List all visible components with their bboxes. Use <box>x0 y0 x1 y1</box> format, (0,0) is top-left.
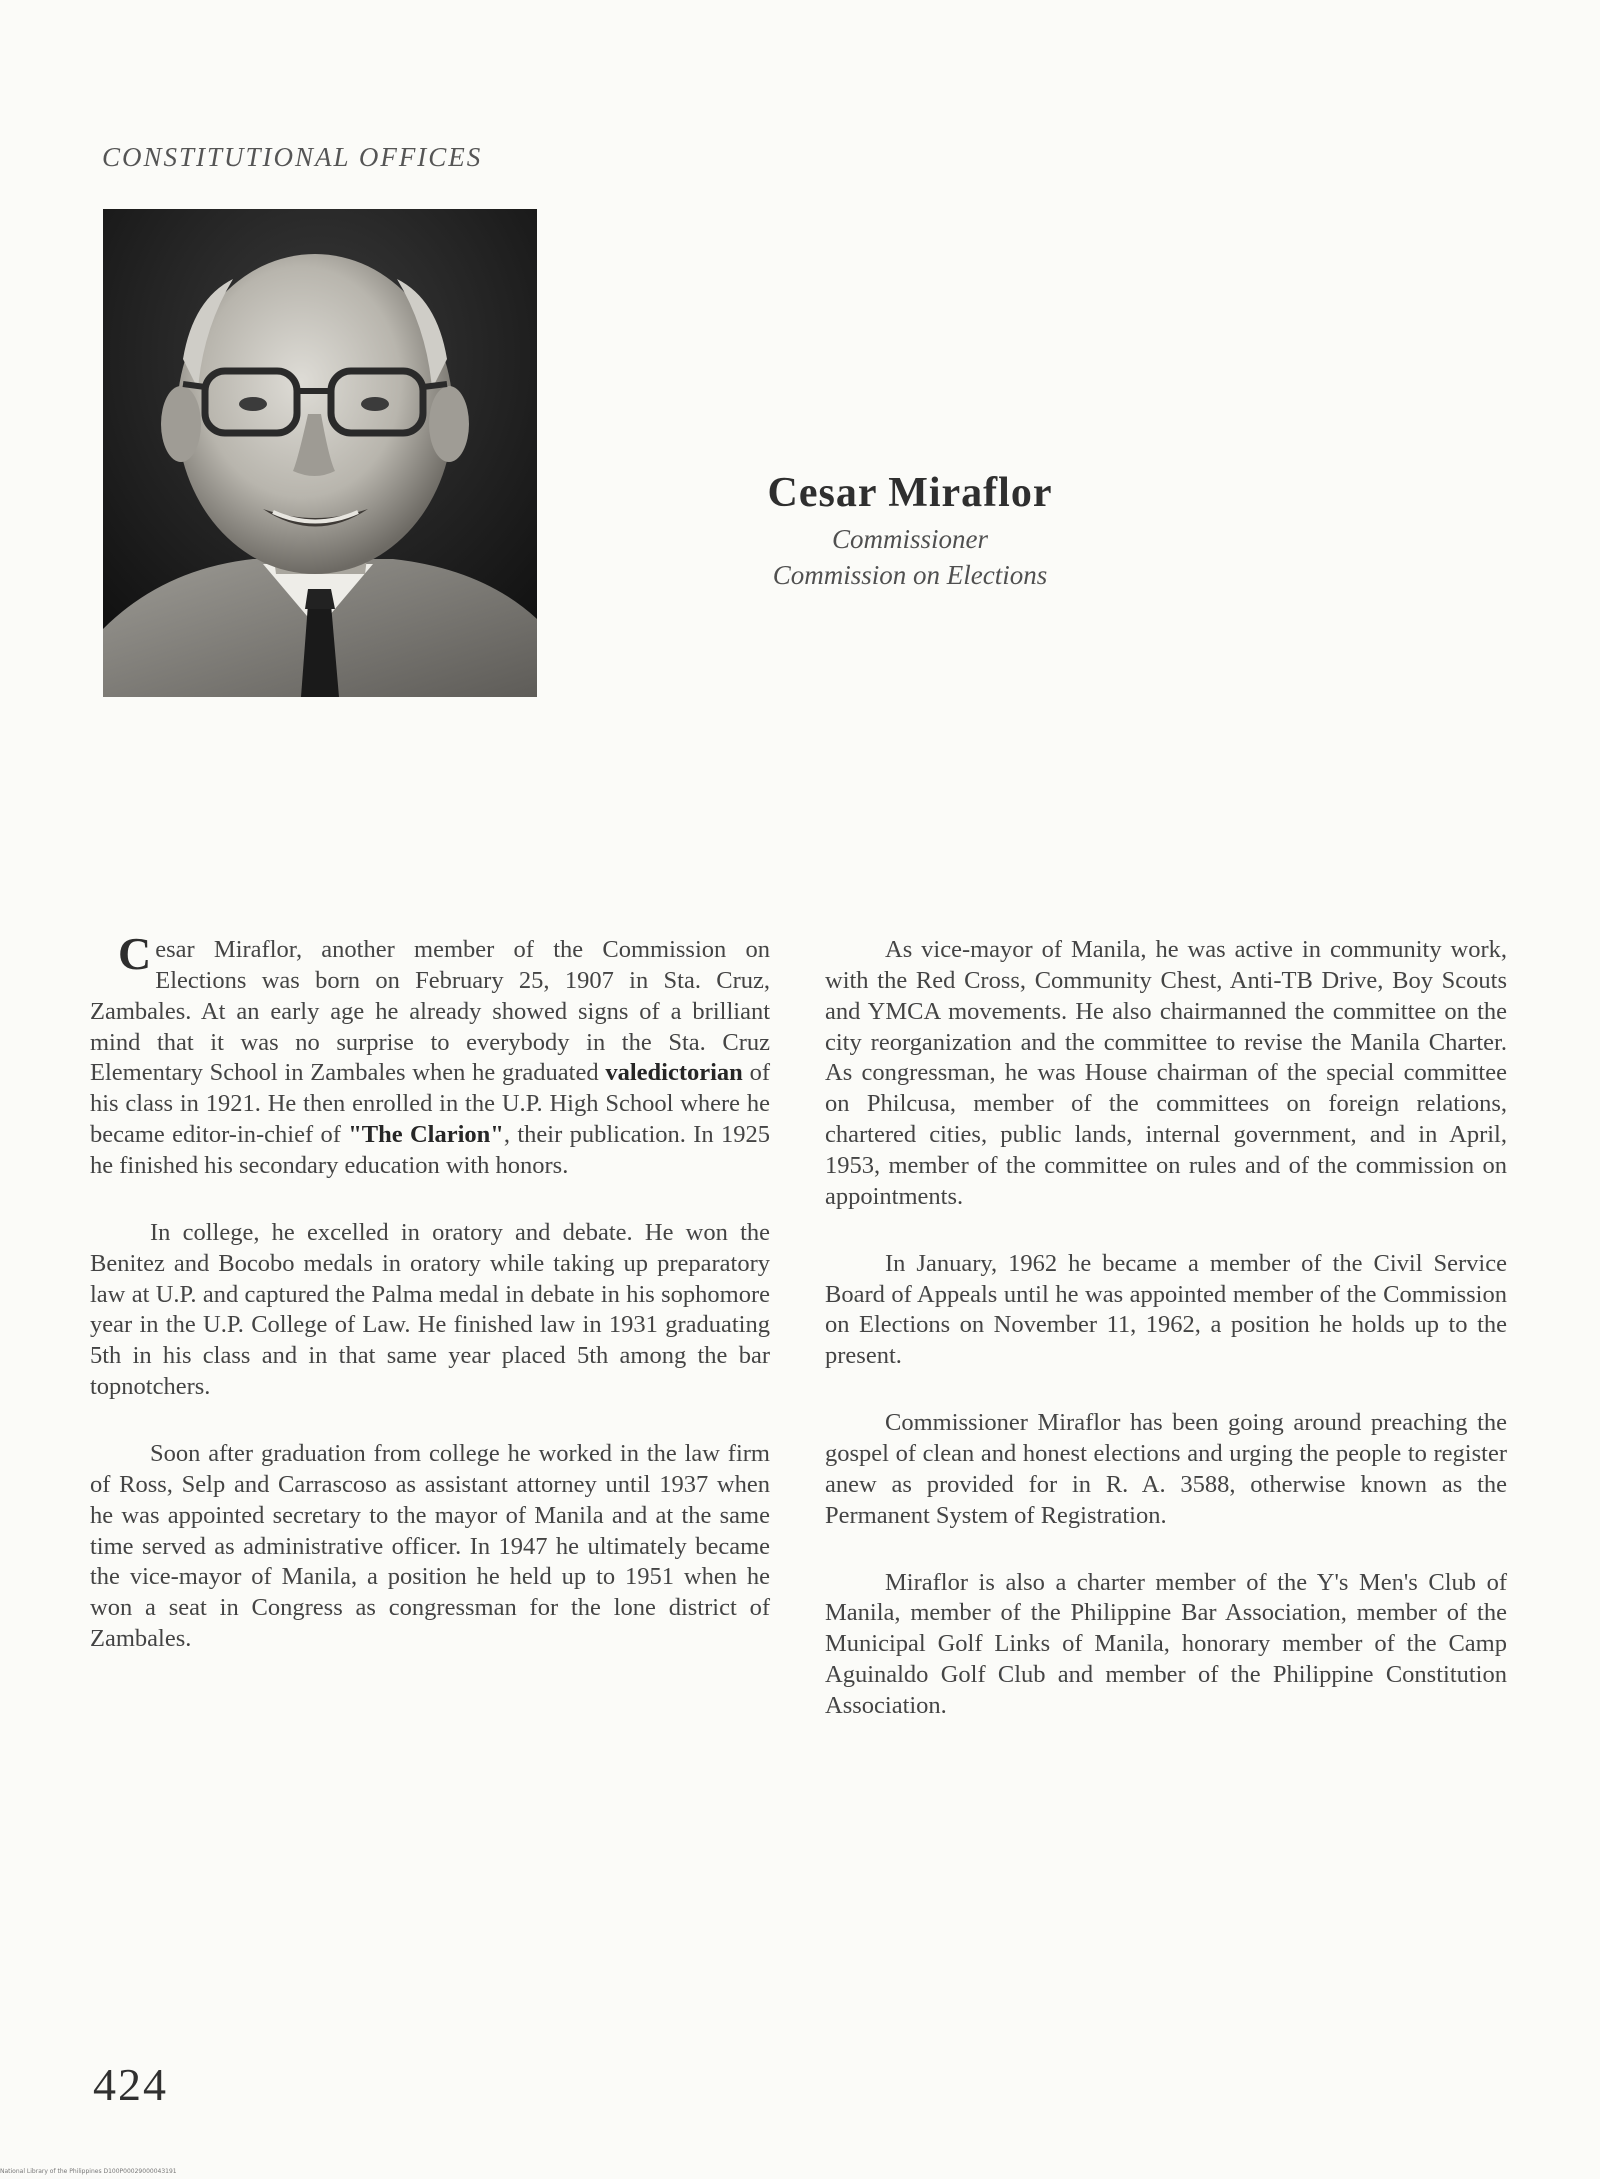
paragraph-text: , their publication. In 1925 he finished his secondary education with honors. <box>90 1121 770 1180</box>
left-column <box>90 928 770 1691</box>
right-column <box>825 935 1507 1758</box>
paragraph: In January, 1962 he became a member of the Civil Service Board of Appeals until he was appointed member of the Commission on Elections on November 11, 1962, a position he holds up to the present. <box>825 1249 1507 1370</box>
paragraph: Miraflor is also a charter member of the Y's Men's Club of Manila, member of the Philippine Bar Association, member of the Municipal Golf Links of Manila, honorary member of the Camp Aguinaldo Golf Club and member of the Philippine Constitution Association. <box>825 1568 1507 1720</box>
drop-cap: C <box>118 928 152 979</box>
paragraph: As vice-mayor of Manila, he was active in community work, with the Red Cross, Community Chest, Anti-TB Drive, Boy Scouts and YMCA movements. He also chairmanned the committee on the city reorganization and the committee to revise the Manila Charter. As congressman, he was House chairman of the special committee on Philcusa, member of the committees on foreign relations, chartered cities, public lands, internal government, and in April, 1953, member of the committee on rules and of the commission on appointments. <box>825 936 1507 1210</box>
bold-term: "The Clarion" <box>348 1121 504 1149</box>
portrait-icon <box>103 209 537 697</box>
paragraph: Commissioner Miraflor has been going around preaching the gospel of clean and honest elections and urging the people to register anew as provided for in R. A. 3588, otherwise known as the Permanent System of Registration. <box>825 1409 1507 1529</box>
person-office: Commission on Elections <box>772 560 1048 591</box>
section-header: CONSTITUTIONAL OFFICES <box>102 142 483 172</box>
portrait-photo <box>103 209 537 697</box>
name-block <box>700 470 1120 592</box>
person-title: Commissioner <box>831 524 988 555</box>
bold-term: valedictorian <box>605 1059 743 1087</box>
footer-credit: National Library of the Philippines D100P00029000043191 <box>0 2168 177 2175</box>
page-number: 424 <box>93 2059 168 2110</box>
paragraph-text: of his class in 1921. He then enrolled in the U.P. High School where he became editor-in-chief of <box>90 1059 770 1149</box>
paragraph-text: esar Miraflor, another member of the Commission on Elections was born on February 25, 1907 in Sta. Cruz, Zambales. At an early age he already showed signs of a brilliant mind that it was no surprise to everybody in the Sta. Cruz Elementary School in Zambales when he graduated <box>90 936 770 1087</box>
paragraph: In college, he excelled in oratory and debate. He won the Benitez and Bocobo medals in oratory while taking up preparatory law at U.P. and captured the Palma medal in debate in his sophomore year in the U.P. College of Law. He finished law in 1931 graduating 5th in his class and in that same year placed 5th among the bar topnotchers. <box>90 1218 770 1401</box>
person-name: Cesar Miraflor <box>767 470 1053 516</box>
paragraph: Soon after graduation from college he worked in the law firm of Ross, Selp and Carrascoso as assistant attorney until 1937 when he was appointed secretary to the mayor of Manila and at the same time served as administrative officer. In 1947 he ultimately became the vice-mayor of Manila, a position he held up to 1951 when he won a seat in Congress as congressman for the lone district of Zambales. <box>90 1440 770 1653</box>
paragraph <box>90 928 770 1182</box>
